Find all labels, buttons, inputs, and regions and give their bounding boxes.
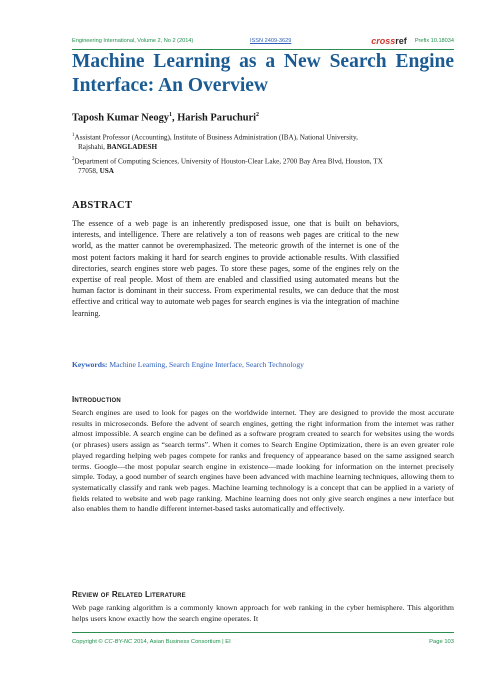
affiliation-2 (72, 155, 454, 176)
affiliation-1-text: Assistant Professor (Accounting), Institute of Business Administration (IBA), National University, (74, 133, 358, 142)
author-separator: , (172, 112, 178, 124)
crossref-brand-bold: ref (395, 36, 407, 46)
affiliation-2-text: Department of Computing Sciences, University of Houston-Clear Lake, 2700 Bay Area Blvd, Houston, TX (74, 157, 383, 166)
page-number: Page 103 (429, 639, 454, 645)
copyright-suffix: 2014, Asian Business Consortium | EI (132, 639, 231, 645)
affiliation-1-city: Rajshahi, (78, 143, 107, 152)
running-footer (72, 636, 454, 648)
affiliation-2-zip: 77058, (78, 167, 100, 176)
affiliation-1 (72, 131, 454, 152)
crossref-logo[interactable] (371, 36, 407, 46)
license[interactable]: CC-BY-NC (104, 639, 133, 645)
affiliation-1-cont (72, 142, 454, 152)
affiliation-2-country: USA (99, 167, 114, 176)
author-2: Harish Paruchuri (177, 112, 257, 124)
review-text: Web page ranking algorithm is a commonly known approach for web ranking in the cyber hemisphere. This algorithm helps users know exactly how the search engine operates. It (72, 603, 454, 623)
copyright (72, 639, 231, 645)
journal-info: Engineering International, Volume 2, No 2 (2014) (72, 38, 194, 44)
review-heading: Review of Related Literature (72, 590, 186, 599)
author-line (72, 112, 259, 123)
paper-title: Machine Learning as a New Search Engine Interface: An Overview (72, 51, 454, 96)
copyright-prefix: Copyright © (72, 639, 105, 645)
abstract-heading: ABSTRACT (72, 200, 133, 211)
running-header (72, 34, 454, 48)
header-right (371, 36, 454, 46)
footer-rule (72, 632, 454, 633)
affiliation-1-country: BANGLADESH (106, 143, 158, 152)
keywords (72, 360, 454, 369)
doi-prefix: Prefix 10.18034 (414, 38, 454, 44)
keywords-text: Machine Learning, Search Engine Interface, Search Technology (109, 360, 304, 369)
affiliation-2-cont (72, 166, 454, 176)
issn-link[interactable]: ISSN 2409-3629 (250, 38, 292, 44)
keywords-label: Keywords: (72, 360, 108, 369)
introduction-heading: Introduction (72, 395, 121, 404)
crossref-brand: cross (371, 36, 396, 46)
affiliation-2-num: 2 (72, 157, 75, 162)
author-1: Taposh Kumar Neogy (72, 112, 170, 124)
affiliation-1-num: 1 (72, 133, 75, 138)
introduction-text: Search engines are used to look for pages on the worldwide internet. They are designed to provide the most accurate results in microseconds. Before the advent of search engines, getting the right information from the internet was rather almost impossible. A search engine can be defined as a software program created to search for websites using the words (or phrases) users assign as “search terms”. When it comes to Search Engine Optimization, there is an even greater role played regarding helping web pages compete for ranks and frequency of appearance based on the same assigned search terms. Google—the most popular search engine in existence—made looking for information on the internet precisely simple. Today, a good number of search engines have been advanced with machine learning techniques, allowing them to systematically classify and rank web pages. Machine learning technology is a concept that can be applied in a variety of fields related to website and web page ranking. Machine learning does not only give search engines a new interface but also enables them to handle different internet-based tasks automatically and effectively. (72, 408, 454, 514)
abstract-text: The essence of a web page is an inherently predisposed issue, one that is built on behaviors, interests, and intelligence. There are relatively a ton of reasons web pages are critical to the new world, as the matter cannot be overemphasized. The meteoric growth of the internet is one of the most potent factors making it hard for search engines to provide actionable results. With classified directories, search engines store web pages. To store these pages, some of the engines rely on the expertise of real people. Most of them are enabled and classified using automated means but the human factor is dominant in their success. From experimental results, we can deduce that the most effective and critical way to automate web pages for search engines is via the integration of machine learning. (72, 219, 399, 318)
author-1-sup: 1 (169, 112, 173, 118)
author-2-sup: 2 (256, 112, 260, 118)
